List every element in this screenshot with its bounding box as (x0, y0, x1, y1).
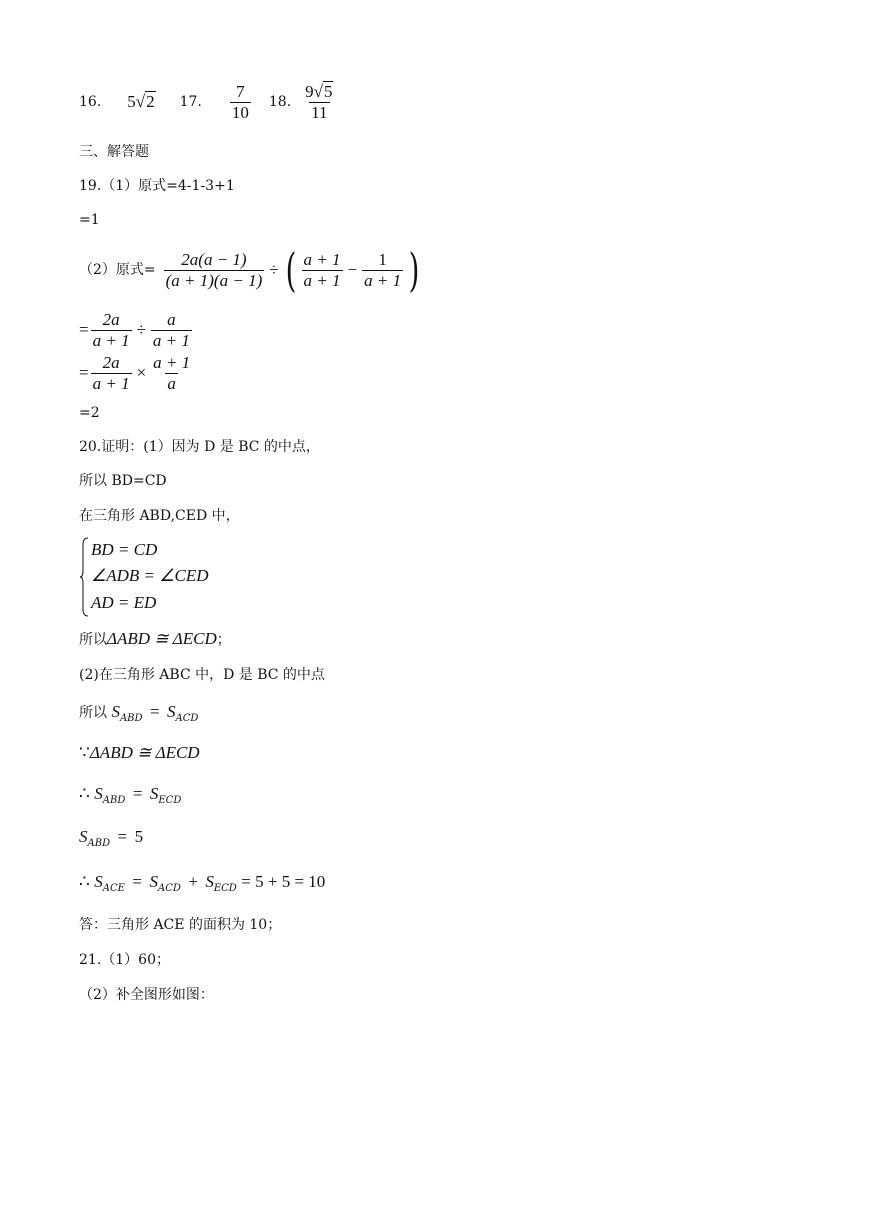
q19-frac2: $\frac{a + 1}{a + 1}$ (303, 249, 341, 290)
q16-label: 16. (79, 94, 102, 110)
q20-therefore-2: ∴ $S_{ACE} = S_{ACD} + S_{ECD} = 5 + 5 = 10$ (79, 872, 326, 894)
sys-eq-2: ∠ADB = ∠CED (91, 566, 209, 585)
q20-conclusion: 所以ΔABD ≅ ΔECD； (79, 629, 231, 648)
q20-because: ∵ΔABD ≅ ΔECD (79, 743, 200, 762)
q17-label: 17. (179, 94, 202, 110)
q20-equation-system (79, 537, 279, 617)
q19-step2: = $\frac{2a}{a + 1}$ × $\frac{a + 1}{a}$ (79, 352, 191, 393)
q21-line2: （2）补全图形如图： (79, 987, 214, 1003)
q20-line1: 20.证明：(1）因为 D 是 BC 的中点， (79, 439, 320, 455)
q19-line1: 19.（1）原式=4-1-3+1 (79, 178, 235, 194)
q19-step2-frac1: $\frac{2a}{a + 1}$ (92, 352, 130, 393)
q19-part2-label: （2）原式= (79, 262, 156, 278)
q18-answer: $\frac{9√5}{11}$ (305, 81, 333, 122)
q19-line2: =1 (79, 212, 100, 228)
q19-step1-frac2: $\frac{a}{a + 1}$ (152, 309, 190, 350)
section-title: 三、解答题 (79, 144, 149, 160)
q20-area-equal: 所以 $S_{ABD} = S_{ACD}$ (79, 702, 199, 724)
q20-sabd-value: $S_{ABD} = 5$ (79, 827, 144, 849)
q21-line1: 21.（1）60； (79, 952, 170, 968)
q18-label: 18. (268, 94, 292, 110)
q19-result: =2 (79, 405, 100, 421)
q20-line2: 所以 BD=CD (79, 473, 167, 489)
sys-eq-3: AD = ED (91, 593, 157, 612)
q19-frac1: $\frac{2a(a - 1)}{(a + 1)(a - 1)}$ (165, 249, 263, 290)
answers-16-18 (79, 80, 337, 124)
q19-part2: （2）原式= $\frac{2a(a - 1)}{(a + 1)(a - 1)}$ ÷ ( $\frac{a + 1}{a + 1}$ − $\frac{1}{a + 1}$ ) (79, 243, 420, 297)
q20-line3: 在三角形 ABD,CED 中， (79, 508, 240, 524)
sys-eq-1: BD = CD (91, 540, 158, 559)
q19-step2-frac2: $\frac{a + 1}{a}$ (153, 352, 191, 393)
q19-step1-frac1: $\frac{2a}{a + 1}$ (92, 309, 130, 350)
q19-step1: = $\frac{2a}{a + 1}$ ÷ $\frac{a}{a + 1}$ (79, 309, 190, 350)
q19-frac3: $\frac{1}{a + 1}$ (364, 249, 402, 290)
q20-answer: 答：三角形 ACE 的面积为 10； (79, 917, 282, 933)
q16-answer: 5√2 (127, 92, 155, 111)
q20-part2: (2)在三角形 ABC 中，D 是 BC 的中点 (79, 667, 325, 683)
left-brace-icon (79, 537, 89, 617)
q20-therefore-1: ∴ $S_{ABD} = S_{ECD}$ (79, 784, 182, 806)
q17-answer: $\frac{7}{10}$ (231, 81, 249, 122)
